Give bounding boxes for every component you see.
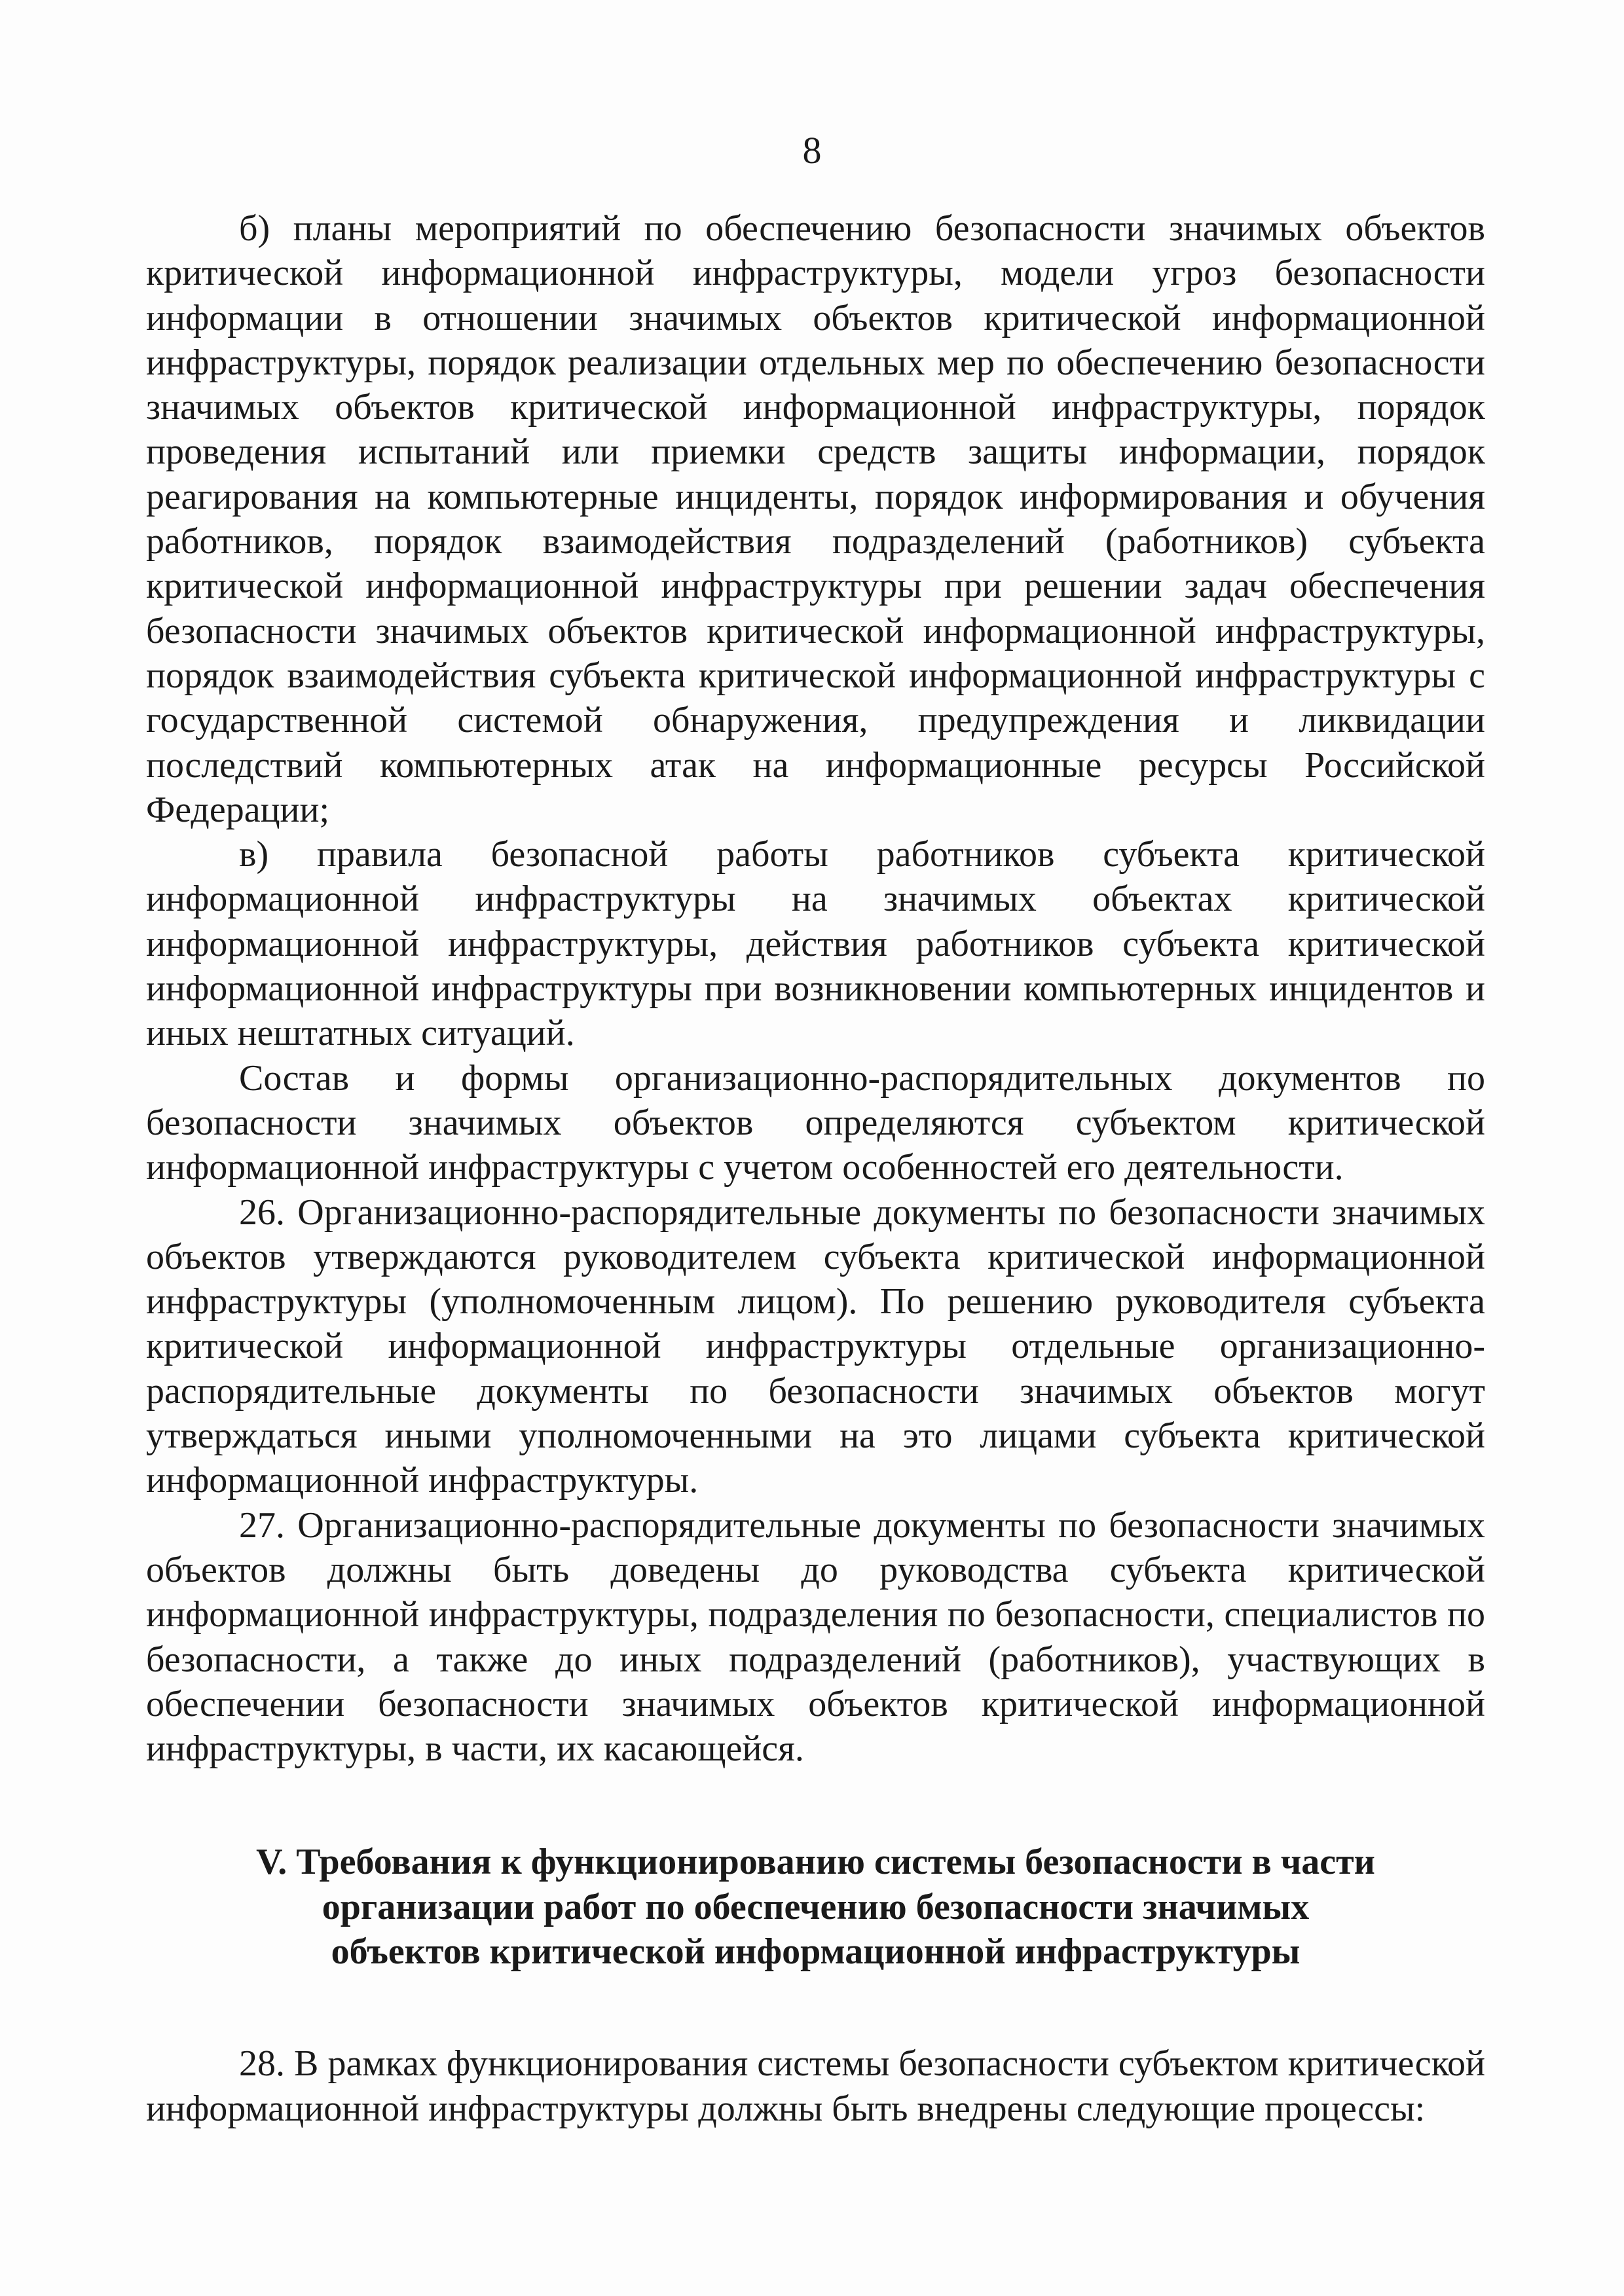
paragraph-26: 26. Организационно-распорядительные документы по безопасности значимых объектов утверждаются руководителем субъекта критической информационной инфраструктуры (уполномоченным лицом). По решению руководителя субъекта критической информационной инфраструктуры отдельные организационно-распорядительные документы по безопасности значимых объектов могут утверждаться иными уполномоченными на это лицами субъекта критической информационной инфраструктуры. (146, 1192, 1485, 1501)
paragraph-v-rules: в) правила безопасной работы работников субъекта критической информационной инфраструктуры на значимых объектах критической информационной инфраструктуры, действия работников субъекта критической информационной инфраструктуры при возникновении компьютерных инцидентов и иных нештатных ситуаций. (146, 834, 1485, 1054)
paragraph-b-plans: б) планы мероприятий по обеспечению безопасности значимых объектов критической информационной инфраструктуры, модели угроз безопасности информации в отношении значимых объектов критической информационной инфраструктуры, порядок реализации отдельных мер по обеспечению безопасности значимых объектов критической информационной инфраструктуры, порядок проведения испытаний или приемки средств защиты информации, порядок реагирования на компьютерные инциденты, порядок информирования и обучения работников, порядок взаимодействия подразделений (работников) субъекта критической информационной инфраструктуры при решении задач обеспечения безопасности значимых объектов критической информационной инфраструктуры, порядок взаимодействия субъекта критической информационной инфраструктуры с государственной системой обнаружения, предупреждения и ликвидации последствий компьютерных атак на информационные ресурсы Российской Федерации; (146, 208, 1485, 830)
paragraph-27: 27. Организационно-распорядительные документы по безопасности значимых объектов должны быть доведены до руководства субъекта критической информационной инфраструктуры, подразделения по безопасности, специалистов по безопасности, а также до иных подразделений (работников), участвующих в обеспечении безопасности значимых объектов критической информационной инфраструктуры, в части, их касающейся. (146, 1504, 1485, 1770)
paragraph-composition: Состав и формы организационно-распорядительных документов по безопасности значимых объектов определяются субъектом критической информационной инфраструктуры с учетом особенностей его деятельности. (146, 1057, 1485, 1188)
section-v-heading: V. Требования к функционированию системы безопасности в части организации работ по обеспечению безопасности значимых объектов критической информационной инфраструктуры (256, 1842, 1375, 1972)
paragraph-28: 28. В рамках функционирования системы безопасности субъектом критической информационной инфраструктуры должны быть внедрены следующие процессы: (146, 2043, 1485, 2129)
document-body (146, 206, 1485, 2131)
page-number: 8 (802, 129, 822, 172)
